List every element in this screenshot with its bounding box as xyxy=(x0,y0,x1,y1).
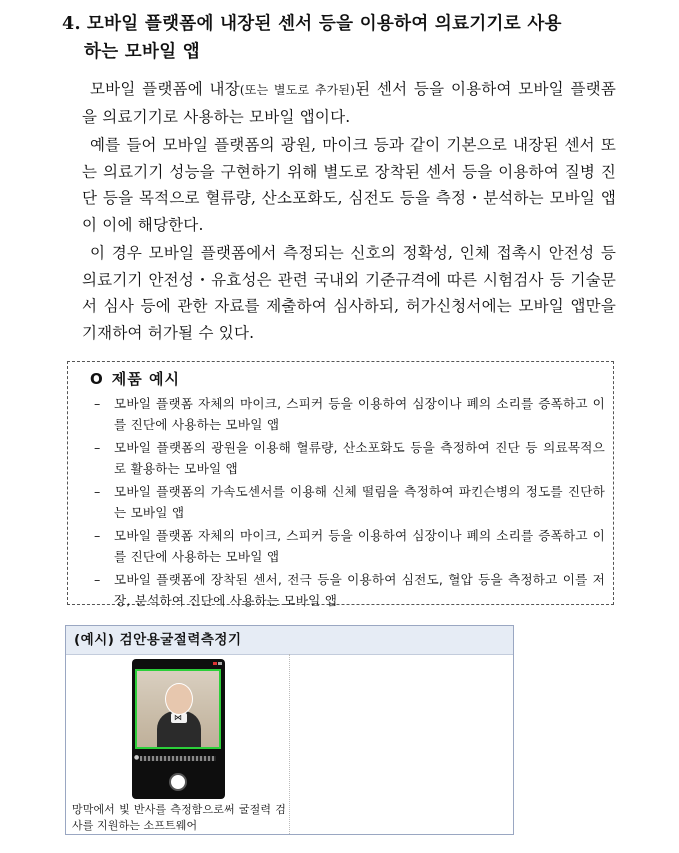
list-item xyxy=(76,482,605,523)
product-examples-box xyxy=(67,361,614,608)
examples-title-text: 제품 예시 xyxy=(111,370,180,388)
bowtie-icon: ⋈ xyxy=(174,713,182,722)
body-paragraphs xyxy=(82,76,616,348)
list-item xyxy=(76,394,605,435)
paragraph-1-text-a: 모바일 플랫폼에 내장 xyxy=(90,80,240,98)
figure-cell xyxy=(66,654,290,834)
list-item-text: 모바일 플랫폼의 광원을 이용해 혈류량, 산소포화도 등을 측정하여 진단 등 의료목적으로 활용하는 모바일 앱 xyxy=(114,440,605,476)
paragraph-1-note: (또는 별도로 추가된) xyxy=(239,83,356,97)
zoom-slider[interactable] xyxy=(140,756,216,761)
paragraph-1-text-b: 된 센서 등을 이용하여 모바일 플랫폼을 의료기기로 사용하는 모바일 앱이다. xyxy=(82,80,616,126)
list-item-text: 모바일 플랫폼 자체의 마이크, 스피커 등을 이용하여 심장이나 폐의 소리를 증폭하고 이를 진단에 사용하는 모바일 앱 xyxy=(114,396,605,432)
circle-bullet-icon: O xyxy=(90,370,104,388)
list-item xyxy=(76,438,605,479)
dash-bullet: – xyxy=(94,484,101,499)
phone-screenshot xyxy=(132,659,225,799)
infant-face xyxy=(165,683,193,715)
dash-bullet: – xyxy=(94,440,101,455)
section-heading xyxy=(62,10,622,66)
dash-bullet: – xyxy=(94,528,101,543)
examples-title xyxy=(90,368,605,389)
phone-status-bar xyxy=(132,659,225,668)
list-item-text: 모바일 플랫폼의 가속도센서를 이용해 신체 떨림을 측정하여 파킨슨병의 정도를 진단하는 모바일 앱 xyxy=(114,484,605,520)
section-heading-line2: 하는 모바일 앱 xyxy=(84,42,201,62)
dash-bullet: – xyxy=(94,572,101,587)
section-heading-line1: 모바일 플랫폼에 내장된 센서 등을 이용하여 의료기기로 사용 xyxy=(86,14,562,34)
figure-caption: 망막에서 빛 반사를 측정함으로써 굴절력 검사를 지원하는 소프트웨어 xyxy=(72,803,286,832)
camera-preview xyxy=(135,669,221,749)
paragraph-1 xyxy=(82,76,616,130)
list-item xyxy=(76,570,605,611)
paragraph-2: 예를 들어 모바일 플랫폼의 광원, 마이크 등과 같이 기본으로 내장된 센서 또는 의료기기 성능을 구현하기 위해 별도로 장착된 센서 등을 이용하여 질병 진단 등을 목적으로 혈류량, 산소포화도, 심전도 등을 측정・분석하는 모바일 앱이 이에 해당한다. xyxy=(82,136,616,234)
section-number: 4. xyxy=(62,14,81,34)
dash-bullet: – xyxy=(94,396,101,411)
battery-icon xyxy=(218,662,222,665)
list-item-text: 모바일 플랫폼 자체의 마이크, 스피커 등을 이용하여 심장이나 폐의 소리를 증폭하고 이를 진단에 사용하는 모바일 앱 xyxy=(114,528,605,564)
list-item-text: 모바일 플랫폼에 장착된 센서, 전극 등을 이용하여 심전도, 혈압 등을 측정하고 이를 저장, 분석하여 진단에 사용하는 모바일 앱 xyxy=(114,572,605,608)
paragraph-3: 이 경우 모바일 플랫폼에서 측정되는 신호의 정확성, 인체 접촉시 안전성 등 의료기기 안전성・유효성은 관련 국내외 기준규격에 따른 시험검사 등 기술문서 심사 등에 관한 자료를 제출하여 심사하되, 허가신청서에는 모바일 앱만을 기재하여 허가될 수 있다. xyxy=(82,244,616,342)
examples-list xyxy=(76,394,605,611)
example-figure xyxy=(65,625,514,835)
shutter-button[interactable] xyxy=(169,773,187,791)
record-indicator-icon xyxy=(213,662,217,665)
bulb-icon: ● xyxy=(134,754,140,761)
list-item xyxy=(76,526,605,567)
figure-title: (예시) 검안용굴절력측정기 xyxy=(66,626,513,655)
